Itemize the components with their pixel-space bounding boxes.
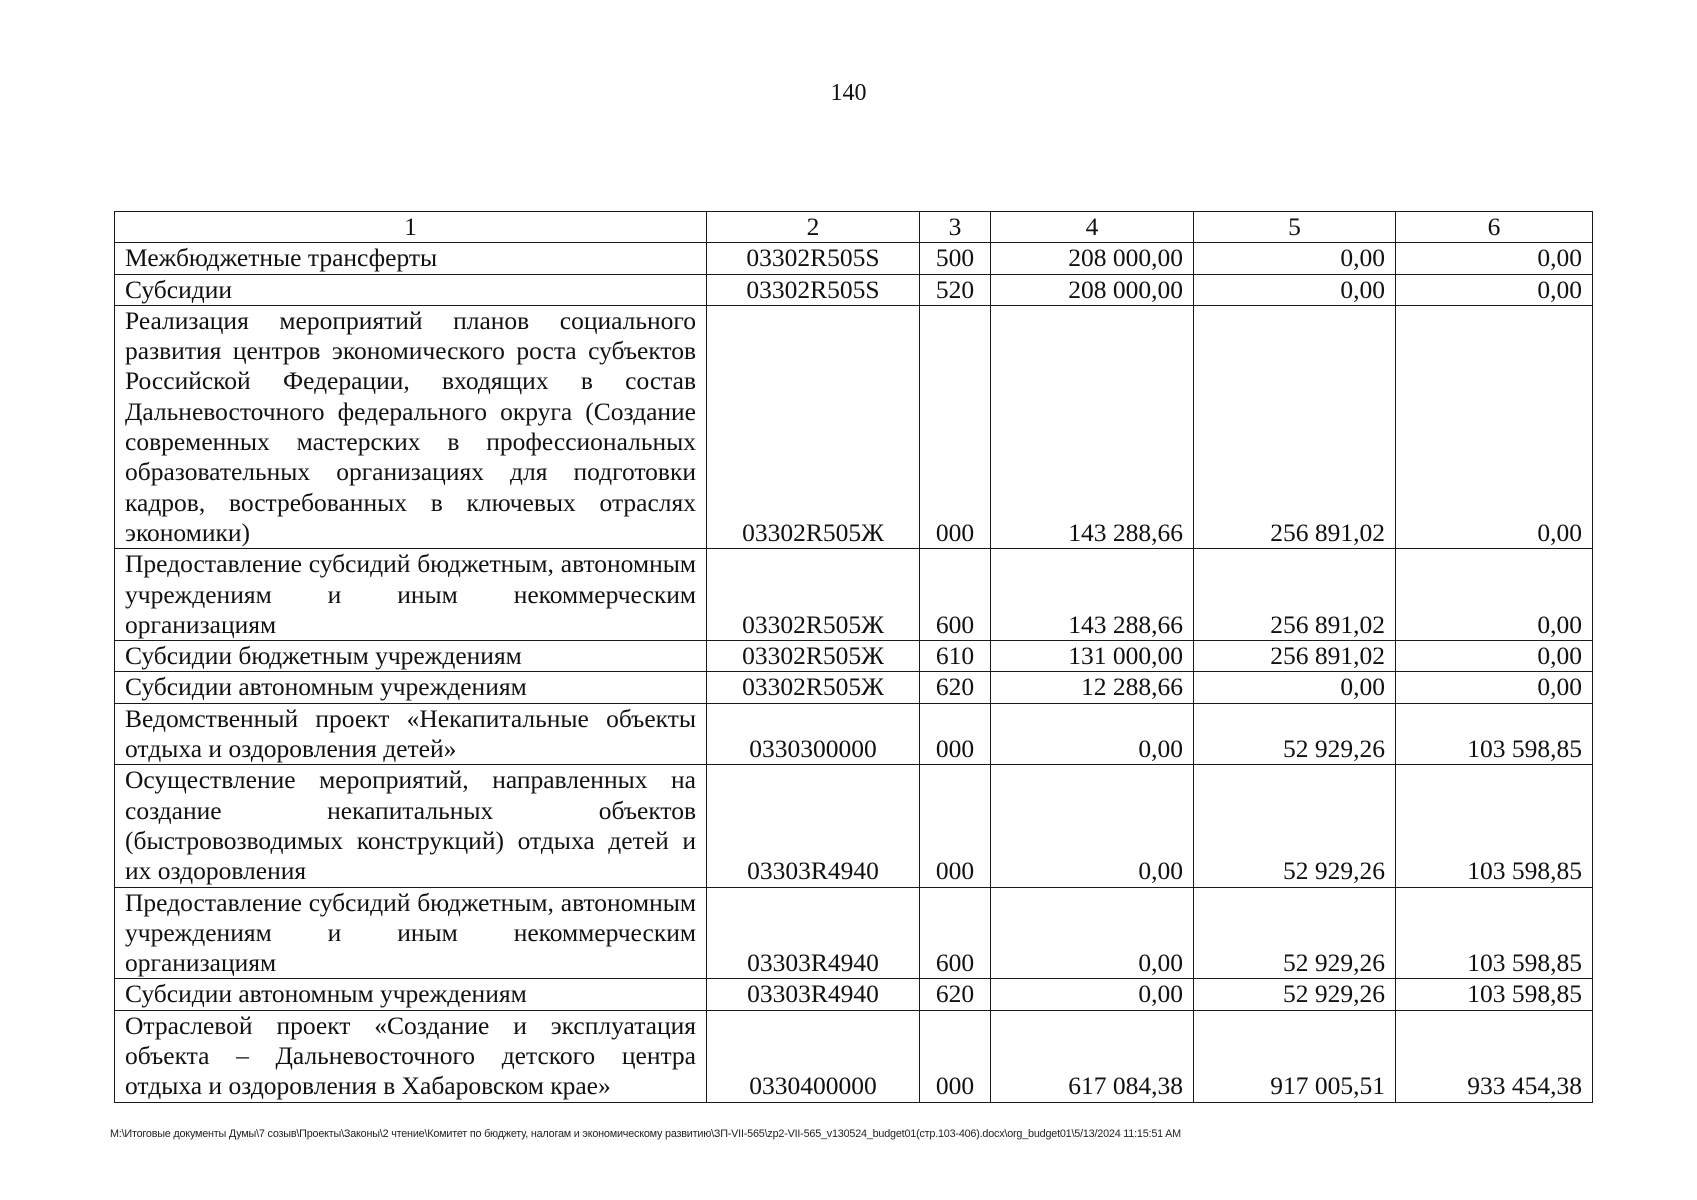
row-type-cell: 500 bbox=[920, 243, 991, 274]
table-row bbox=[115, 243, 1593, 274]
table-row bbox=[115, 979, 1593, 1010]
row-value-col5: 52 929,26 bbox=[1194, 765, 1396, 887]
row-name-cell: Субсидии автономным учреждениям bbox=[115, 979, 707, 1010]
table-row bbox=[115, 703, 1593, 765]
row-name-cell: Отраслевой проект «Создание и эксплуатация объекта – Дальневосточного детского центра отдыха и оздоровления в Хабаровском крае» bbox=[115, 1010, 707, 1102]
row-value-col6: 103 598,85 bbox=[1396, 703, 1593, 765]
row-value-col4: 143 288,66 bbox=[991, 305, 1194, 548]
row-code-cell: 03302R505S bbox=[707, 243, 920, 274]
row-value-col4: 0,00 bbox=[991, 887, 1194, 979]
row-code-cell: 03303R4940 bbox=[707, 765, 920, 887]
row-code-cell: 03303R4940 bbox=[707, 979, 920, 1010]
file-path-footer: M:\Итоговые документы Думы\7 созыв\Проекты\Законы\2 чтение\Комитет по бюджету, налогам и экономическому развитию\ЗП-VII-565\zp2-VII-565_v130524_budget01(стр.103-406).docx\org_budget01\5/13/2024 11:15:51 AM bbox=[110, 1128, 1181, 1140]
table-body bbox=[115, 212, 1593, 1103]
row-value-col4: 0,00 bbox=[991, 979, 1194, 1010]
row-type-cell: 610 bbox=[920, 641, 991, 672]
row-name-cell: Субсидии bbox=[115, 274, 707, 305]
row-value-col6: 103 598,85 bbox=[1396, 979, 1593, 1010]
row-value-col4: 131 000,00 bbox=[991, 641, 1194, 672]
row-name-cell: Субсидии автономным учреждениям bbox=[115, 672, 707, 703]
row-code-cell: 03302R505Ж bbox=[707, 672, 920, 703]
table-row bbox=[115, 641, 1593, 672]
row-value-col5: 52 929,26 bbox=[1194, 887, 1396, 979]
row-value-col5: 917 005,51 bbox=[1194, 1010, 1396, 1102]
table-row bbox=[115, 672, 1593, 703]
row-value-col6: 0,00 bbox=[1396, 549, 1593, 641]
table-row bbox=[115, 887, 1593, 979]
row-type-cell: 000 bbox=[920, 703, 991, 765]
page-number: 140 bbox=[830, 80, 867, 106]
row-value-col6: 103 598,85 bbox=[1396, 765, 1593, 887]
row-code-cell: 03302R505Ж bbox=[707, 641, 920, 672]
row-value-col4: 0,00 bbox=[991, 765, 1194, 887]
row-value-col5: 52 929,26 bbox=[1194, 979, 1396, 1010]
row-code-cell: 03303R4940 bbox=[707, 887, 920, 979]
row-value-col5: 0,00 bbox=[1194, 274, 1396, 305]
row-type-cell: 620 bbox=[920, 672, 991, 703]
row-value-col5: 0,00 bbox=[1194, 243, 1396, 274]
row-value-col4: 143 288,66 bbox=[991, 549, 1194, 641]
row-value-col5: 52 929,26 bbox=[1194, 703, 1396, 765]
row-type-cell: 600 bbox=[920, 887, 991, 979]
row-name-cell: Осуществление мероприятий, направленных на создание некапитальных объектов (быстровозводимых конструкций) отдыха детей и их оздоровления bbox=[115, 765, 707, 887]
row-value-col6: 103 598,85 bbox=[1396, 887, 1593, 979]
row-value-col6: 0,00 bbox=[1396, 243, 1593, 274]
row-name-cell: Межбюджетные трансферты bbox=[115, 243, 707, 274]
row-name-cell: Реализация мероприятий планов социального развития центров экономического роста субъектов Российской Федерации, входящих в состав Дальневосточного федерального округа (Создание современных мастерских в профессиональных образовательных организациях для подготовки кадров, востребованных в ключевых отраслях экономики) bbox=[115, 305, 707, 548]
row-type-cell: 000 bbox=[920, 1010, 991, 1102]
row-name-cell: Предоставление субсидий бюджетным, автономным учреждениям и иным некоммерческим организациям bbox=[115, 549, 707, 641]
row-type-cell: 620 bbox=[920, 979, 991, 1010]
row-type-cell: 000 bbox=[920, 305, 991, 548]
table-row bbox=[115, 1010, 1593, 1102]
row-value-col4: 208 000,00 bbox=[991, 274, 1194, 305]
row-value-col6: 0,00 bbox=[1396, 672, 1593, 703]
table-row bbox=[115, 305, 1593, 548]
row-value-col6: 0,00 bbox=[1396, 641, 1593, 672]
row-code-cell: 03302R505Ж bbox=[707, 305, 920, 548]
row-name-cell: Предоставление субсидий бюджетным, автономным учреждениям и иным некоммерческим организациям bbox=[115, 887, 707, 979]
budget-table bbox=[114, 211, 1593, 1103]
row-code-cell: 03302R505S bbox=[707, 274, 920, 305]
row-value-col5: 0,00 bbox=[1194, 672, 1396, 703]
row-value-col5: 256 891,02 bbox=[1194, 641, 1396, 672]
row-type-cell: 520 bbox=[920, 274, 991, 305]
column-number-6: 6 bbox=[1396, 212, 1593, 243]
table-row bbox=[115, 274, 1593, 305]
row-type-cell: 600 bbox=[920, 549, 991, 641]
row-code-cell: 0330300000 bbox=[707, 703, 920, 765]
column-number-5: 5 bbox=[1194, 212, 1396, 243]
row-value-col6: 0,00 bbox=[1396, 274, 1593, 305]
column-number-row bbox=[115, 212, 1593, 243]
column-number-1: 1 bbox=[115, 212, 707, 243]
row-value-col6: 0,00 bbox=[1396, 305, 1593, 548]
table-row bbox=[115, 549, 1593, 641]
row-value-col4: 12 288,66 bbox=[991, 672, 1194, 703]
column-number-4: 4 bbox=[991, 212, 1194, 243]
row-value-col6: 933 454,38 bbox=[1396, 1010, 1593, 1102]
table-row bbox=[115, 765, 1593, 887]
column-number-3: 3 bbox=[920, 212, 991, 243]
column-number-2: 2 bbox=[707, 212, 920, 243]
row-name-cell: Ведомственный проект «Некапитальные объекты отдыха и оздоровления детей» bbox=[115, 703, 707, 765]
row-value-col4: 208 000,00 bbox=[991, 243, 1194, 274]
row-code-cell: 03302R505Ж bbox=[707, 549, 920, 641]
row-value-col4: 617 084,38 bbox=[991, 1010, 1194, 1102]
row-value-col5: 256 891,02 bbox=[1194, 305, 1396, 548]
row-type-cell: 000 bbox=[920, 765, 991, 887]
row-code-cell: 0330400000 bbox=[707, 1010, 920, 1102]
row-name-cell: Субсидии бюджетным учреждениям bbox=[115, 641, 707, 672]
row-value-col4: 0,00 bbox=[991, 703, 1194, 765]
row-value-col5: 256 891,02 bbox=[1194, 549, 1396, 641]
